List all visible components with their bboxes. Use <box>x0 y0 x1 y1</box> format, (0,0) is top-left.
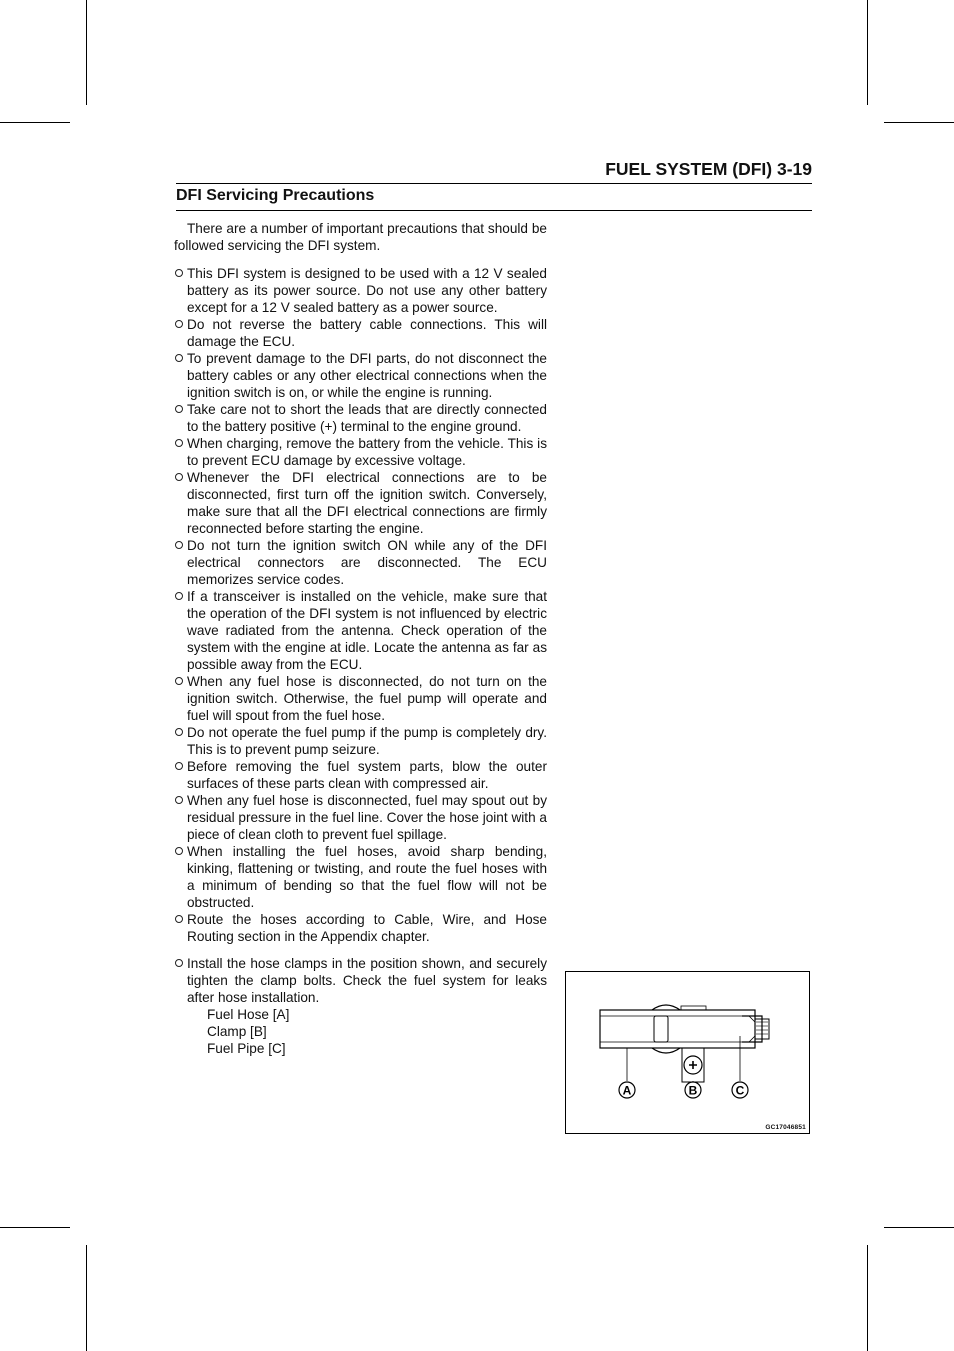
list-item: If a transceiver is installed on the vehicle, make sure that the operation of the DFI system is not influenced by electric wave radiated from the antenna. Check operation of the system with the engine at idle. Locate the antenna as far as possible away from the ECU. <box>174 588 547 673</box>
section-rule <box>176 210 812 211</box>
list-item: Do not operate the fuel pump if the pump is completely dry. This is to prevent pump seizure. <box>174 724 547 758</box>
install-instruction <box>174 955 547 1057</box>
list-item: When charging, remove the battery from the vehicle. This is to prevent ECU damage by excessive voltage. <box>174 435 547 469</box>
circle-bullet-icon <box>175 847 183 855</box>
label-a: A <box>622 1083 632 1098</box>
list-item: Route the hoses according to Cable, Wire, and Hose Routing section in the Appendix chapter. <box>174 911 547 945</box>
body-column <box>174 220 547 1057</box>
list-item: To prevent damage to the DFI parts, do not disconnect the battery cables or any other electrical connections when the ignition switch is on, or while the engine is running. <box>174 350 547 401</box>
intro-paragraph: There are a number of important precautions that should be followed servicing the DFI system. <box>174 221 547 253</box>
crop-mark <box>867 0 868 105</box>
circle-bullet-icon <box>175 762 183 770</box>
crop-mark <box>86 1245 87 1351</box>
circle-bullet-icon <box>175 541 183 549</box>
circle-bullet-icon <box>175 915 183 923</box>
crop-mark <box>884 1227 954 1228</box>
crop-mark <box>867 1245 868 1351</box>
circle-bullet-icon <box>175 959 183 967</box>
list-item: When any fuel hose is disconnected, fuel may spout out by residual pressure in the fuel line. Cover the hose joint with a piece of clean cloth to prevent fuel spillage. <box>174 792 547 843</box>
section-title: DFI Servicing Precautions <box>176 187 375 204</box>
circle-bullet-icon <box>175 728 183 736</box>
circle-bullet-icon <box>175 796 183 804</box>
list-item: This DFI system is designed to be used with a 12 V sealed battery as its power source. Do not use any other battery except for a 12 V sealed battery as a power source. <box>174 265 547 316</box>
crop-mark <box>0 122 70 123</box>
precaution-list <box>174 265 547 945</box>
fuel-pipe-shape <box>742 1016 762 1042</box>
list-item: Do not reverse the battery cable connections. This will damage the ECU. <box>174 316 547 350</box>
circle-bullet-icon <box>175 592 183 600</box>
legend-fuel-hose: Fuel Hose [A] <box>207 1007 290 1022</box>
circle-bullet-icon <box>175 354 183 362</box>
circle-bullet-icon <box>175 439 183 447</box>
page-header: FUEL SYSTEM (DFI) 3-19 <box>605 159 812 179</box>
header-rule <box>176 183 812 184</box>
clamp-band-top <box>652 1005 680 1010</box>
list-item: Take care not to short the leads that are directly connected to the battery positive (+) terminal to the engine ground. <box>174 401 547 435</box>
list-item: Do not turn the ignition switch ON while any of the DFI electrical connectors are disconnected. The ECU memorizes service codes. <box>174 537 547 588</box>
hose-clamp-figure <box>565 971 810 1134</box>
legend-fuel-pipe: Fuel Pipe [C] <box>207 1041 286 1056</box>
list-item: When installing the fuel hoses, avoid sharp bending, kinking, flattening or twisting, and route the fuel hoses with a minimum of bending so that the fuel flow will not be obstructed. <box>174 843 547 911</box>
circle-bullet-icon <box>175 405 183 413</box>
circle-bullet-icon <box>175 677 183 685</box>
crop-mark <box>0 1227 70 1228</box>
figure-code: GC17046851 <box>765 1124 806 1131</box>
circle-bullet-icon <box>175 320 183 328</box>
label-b: B <box>688 1083 698 1098</box>
list-item: Whenever the DFI electrical connections are to be disconnected, first turn off the ignition switch. Conversely, make sure that all the DFI electrical connections are firmly reconnected before starting the engine. <box>174 469 547 537</box>
crop-mark <box>86 0 87 105</box>
circle-bullet-icon <box>175 269 183 277</box>
legend-clamp: Clamp [B] <box>207 1024 267 1039</box>
crop-mark <box>884 122 954 123</box>
install-text: Install the hose clamps in the position shown, and securely tighten the clamp bolts. Check the fuel system for leaks after hose installation. <box>187 956 547 1005</box>
circle-bullet-icon <box>175 473 183 481</box>
label-c: C <box>735 1083 745 1098</box>
list-item: Before removing the fuel system parts, blow the outer surfaces of these parts clean with compressed air. <box>174 758 547 792</box>
clamp-band-bottom <box>652 1048 680 1053</box>
hose-clamp-diagram <box>566 972 809 1133</box>
list-item: When any fuel hose is disconnected, do not turn on the ignition switch. Otherwise, the fuel pump will operate and fuel will spout from the fuel hose. <box>174 673 547 724</box>
